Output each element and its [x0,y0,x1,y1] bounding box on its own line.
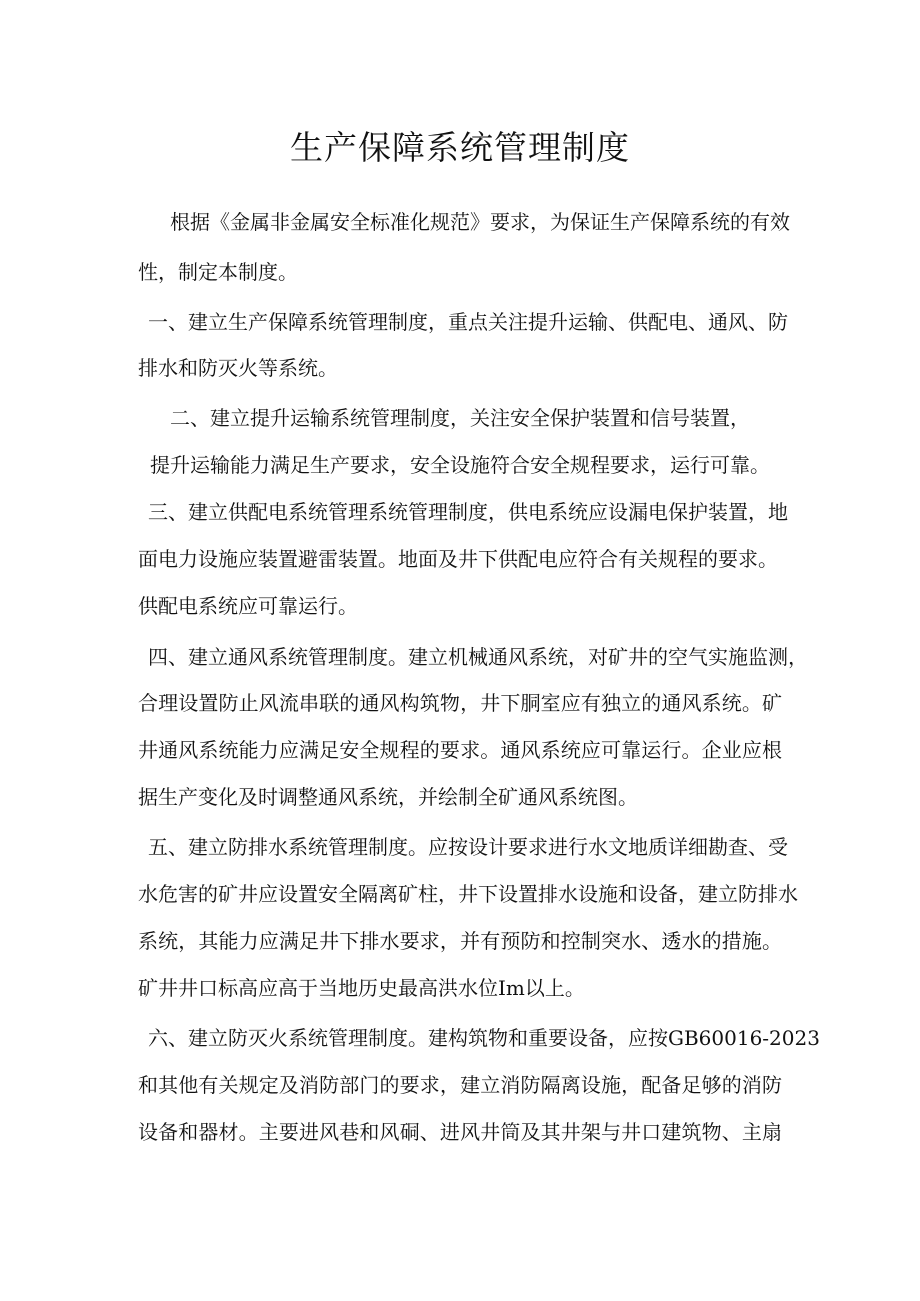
paragraph-2-line-1: 二、建立提升运输系统管理制度，关注安全保护装置和信号装置， [170,406,750,430]
paragraph-4-line-1: 四、建立通风系统管理制度。建立机械通风系统，对矿井的空气实施监测， [148,645,808,669]
document-title: 生产保障系统管理制度 [290,128,630,167]
paragraph-5-line-3: 系统，其能力应满足井下排水要求，并有预防和控制突水、透水的措施。 [138,929,782,953]
paragraph-2-line-2: 提升运输能力满足生产要求，安全设施符合安全规程要求，运行可靠。 [150,453,770,477]
paragraph-4-line-2: 合理设置防止风流串联的通风构筑物，井下胴室应有独立的通风系统。矿 [138,691,782,715]
paragraph-6-line-1: 六、建立防灭火系统管理制度。建构筑物和重要设备，应按GB60016-2023 [148,1026,820,1050]
paragraph-1-line-2: 排水和防灭火等系统。 [138,356,338,380]
paragraph-6-line-2: 和其他有关规定及消防部门的要求，建立消防隔离设施，配备足够的消防 [138,1073,782,1097]
paragraph-6-line-3: 设备和器材。主要进风巷和风硐、进风井筒及其井架与井口建筑物、主扇 [138,1120,782,1144]
paragraph-3-line-1: 三、建立供配电系统管理系统管理制度，供电系统应设漏电保护装置，地 [148,500,788,524]
paragraph-intro-line-2: 性，制定本制度。 [138,260,298,284]
paragraph-5-line-4: 矿井井口标高应高于当地历史最高洪水位Im以上。 [138,976,585,1000]
paragraph-intro-line-1: 根据《金属非金属安全标准化规范》要求，为保证生产保障系统的有效 [170,210,790,234]
paragraph-3-line-2: 面电力设施应装置避雷装置。地面及井下供配电应符合有关规程的要求。 [138,547,778,571]
paragraph-5-line-2: 水危害的矿井应设置安全隔离矿柱，井下设置排水设施和设备，建立防排水 [138,882,798,906]
paragraph-1-line-1: 一、建立生产保障系统管理制度，重点关注提升运输、供配电、通风、防 [148,310,788,334]
paragraph-3-line-3: 供配电系统应可靠运行。 [138,594,358,618]
paragraph-4-line-4: 据生产变化及时调整通风系统，并绘制全矿通风系统图。 [138,785,638,809]
paragraph-5-line-1: 五、建立防排水系统管理制度。应按设计要求进行水文地质详细勘查、受 [148,835,788,859]
paragraph-4-line-3: 井通风系统能力应满足安全规程的要求。通风系统应可靠运行。企业应根 [138,738,782,762]
